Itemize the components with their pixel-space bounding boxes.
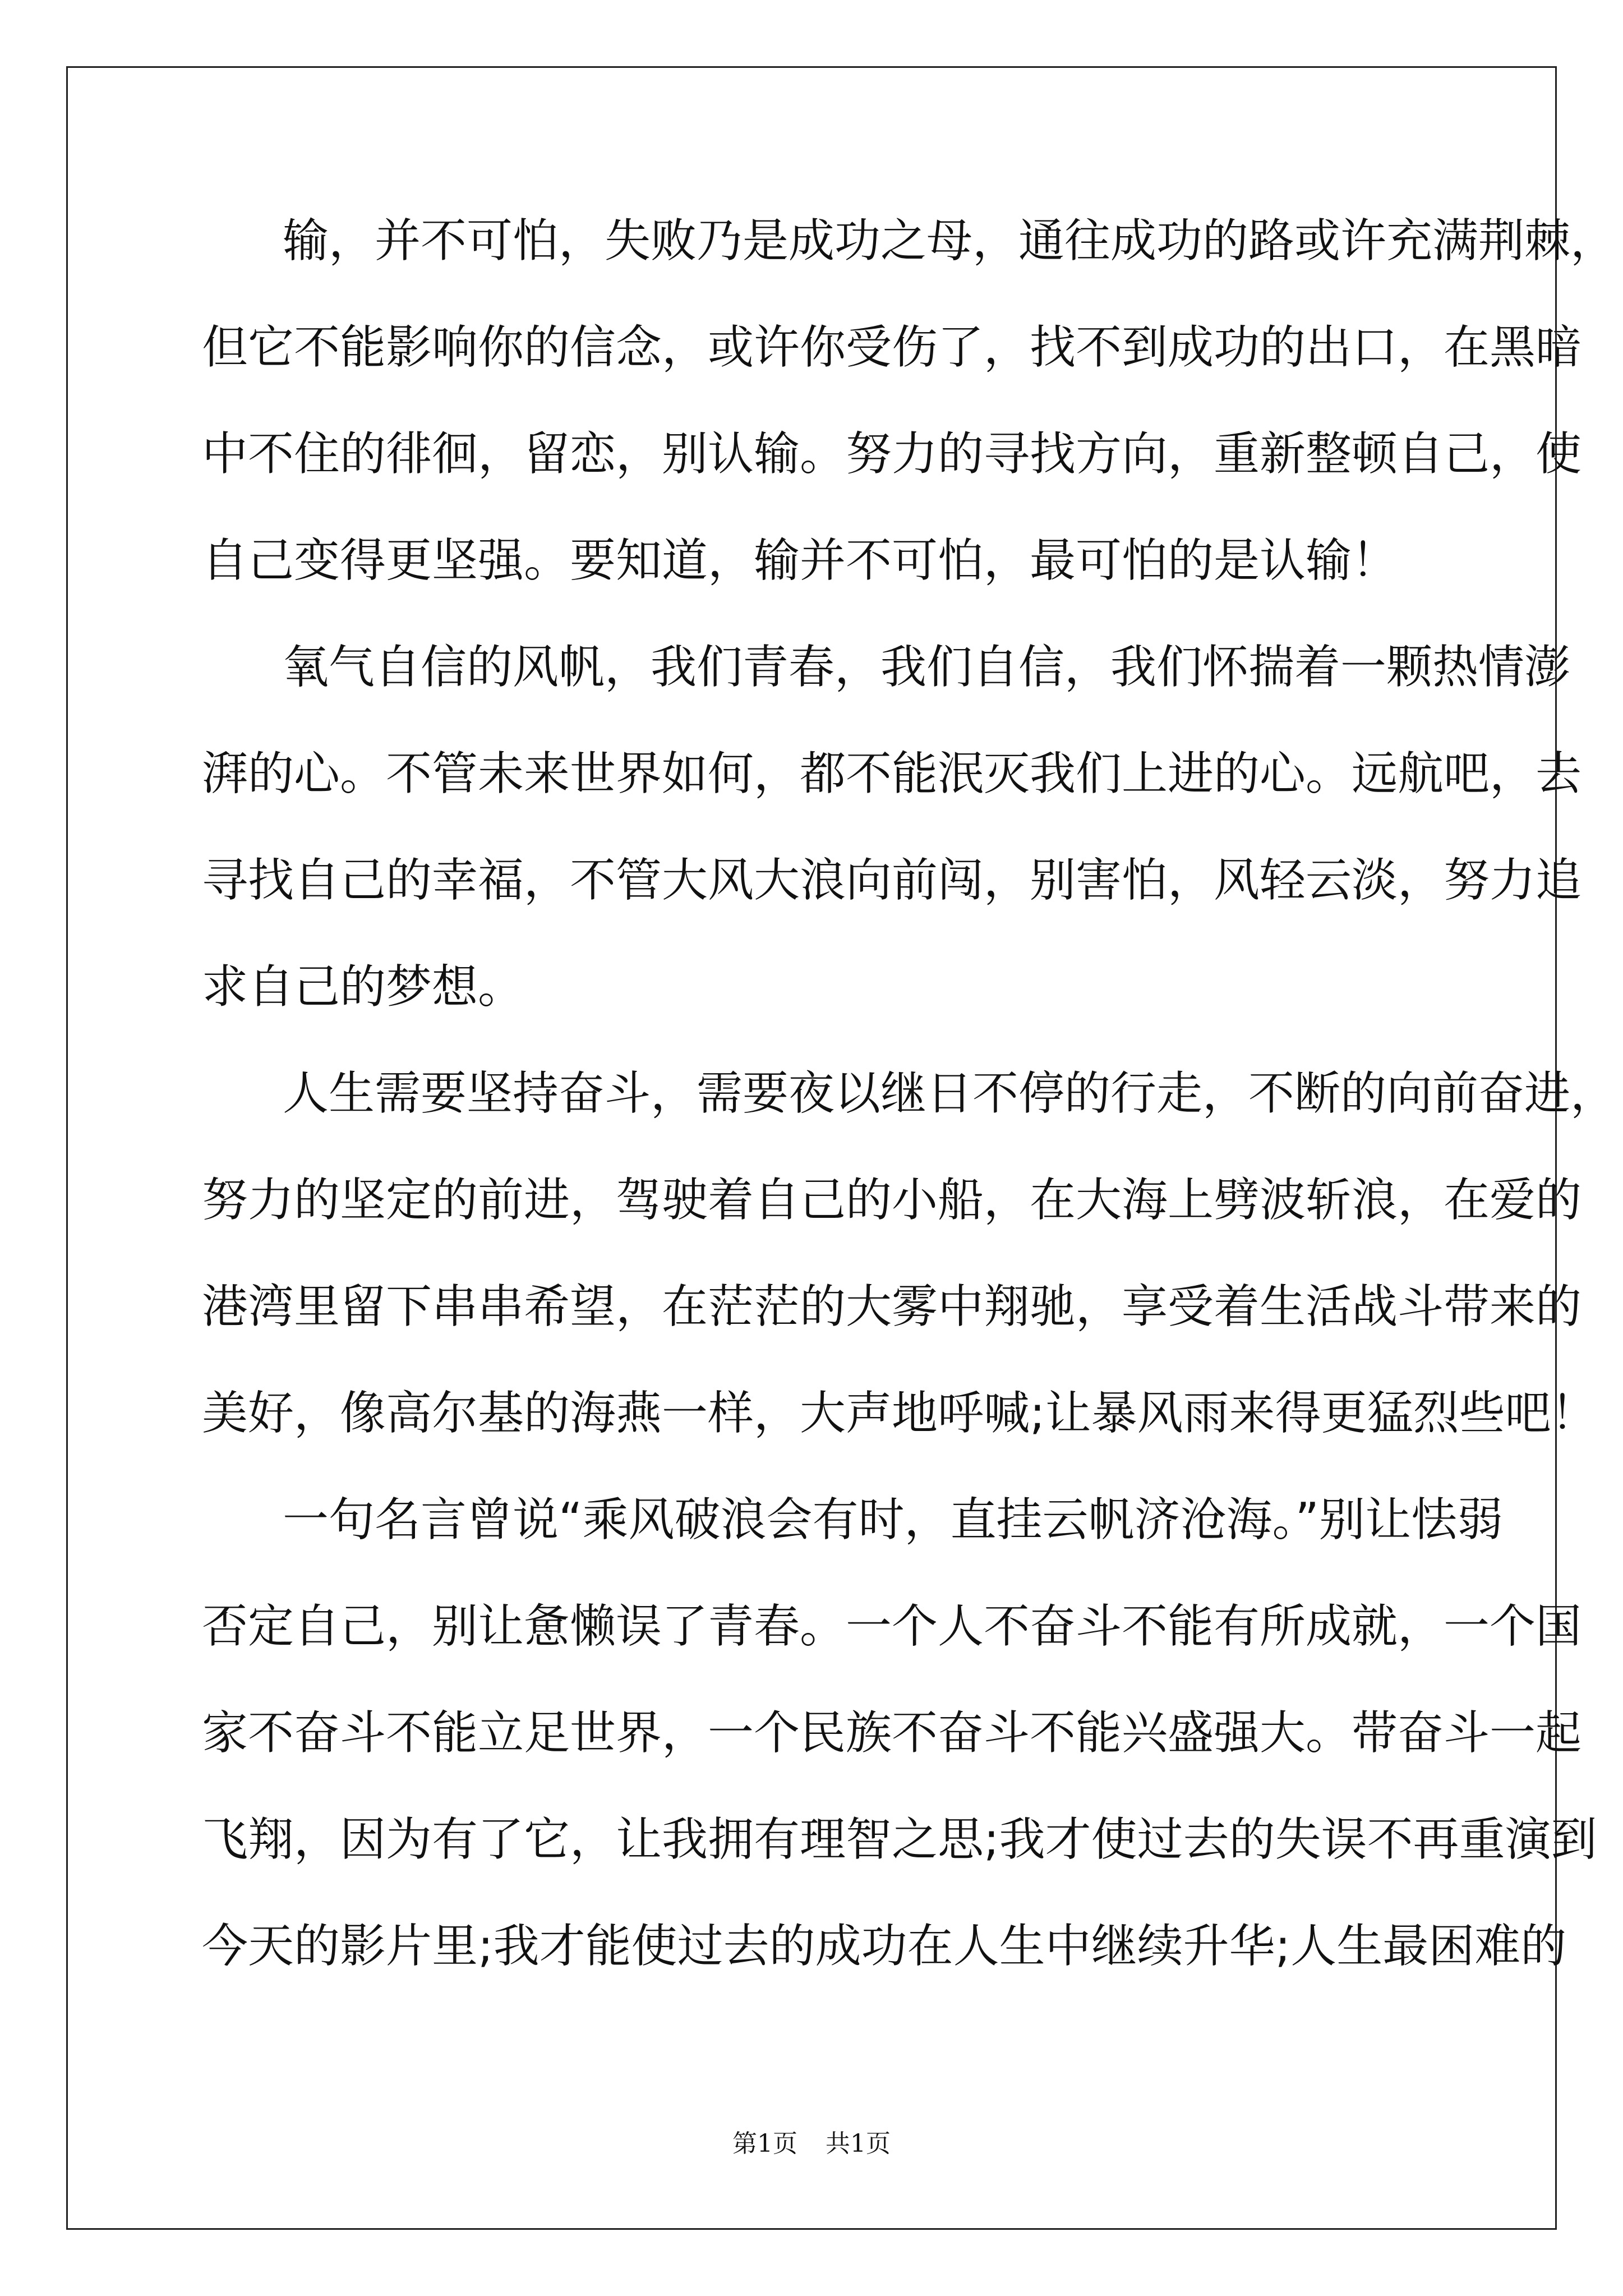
- text-line: 否定自己，别让惫懒误了青春。一个人不奋斗不能有所成就，一个国: [202, 1600, 1582, 1653]
- text-line: 港湾里留下串串希望，在茫茫的大雾中翔驰，享受着生活战斗带来的: [202, 1280, 1582, 1333]
- text-line: 家不奋斗不能立足世界，一个民族不奋斗不能兴盛强大。带奋斗一起: [202, 1706, 1582, 1760]
- text-line: 氧气自信的风帆，我们青春，我们自信，我们怀揣着一颗热情澎: [283, 641, 1571, 694]
- text-line: 飞翔，因为有了它，让我拥有理智之思;我才使过去的失误不再重演到: [202, 1813, 1597, 1866]
- text-line: 美好，像高尔基的海燕一样，大声地呼喊;让暴风雨来得更猛烈些吧！: [202, 1387, 1597, 1440]
- page-total: 共1页: [826, 2129, 891, 2158]
- page-footer: [0, 2127, 1623, 2161]
- text-line: 输，并不可怕，失败乃是成功之母，通往成功的路或许充满荆棘，: [283, 214, 1617, 268]
- text-line: 一句名言曾说“乘风破浪会有时，直挂云帆济沧海。”别让怯弱: [283, 1493, 1503, 1547]
- text-line: 求自己的梦想。: [202, 960, 524, 1014]
- text-line: 人生需要坚持奋斗，需要夜以继日不停的行走，不断的向前奋进，: [283, 1067, 1617, 1120]
- text-line: 中不住的徘徊，留恋，别认输。努力的寻找方向，重新整顿自己，使: [202, 427, 1582, 481]
- text-line: 寻找自己的幸福，不管大风大浪向前闯，别害怕，风轻云淡，努力追: [202, 854, 1582, 907]
- text-line: 努力的坚定的前进，驾驶着自己的小船，在大海上劈波斩浪，在爱的: [202, 1174, 1582, 1227]
- text-line: 但它不能影响你的信念，或许你受伤了，找不到成功的出口，在黑暗: [202, 321, 1582, 374]
- text-line: 今天的影片里;我才能使过去的成功在人生中继续升华;人生最困难的: [202, 1920, 1567, 1973]
- page-border: [66, 66, 1617, 2230]
- text-line: 自己变得更坚强。要知道，输并不可怕，最可怕的是认输！: [202, 534, 1398, 587]
- text-line: 湃的心。不管未来世界如何，都不能泯灭我们上进的心。远航吧，去: [202, 747, 1582, 800]
- page-number: 第1页: [732, 2129, 797, 2158]
